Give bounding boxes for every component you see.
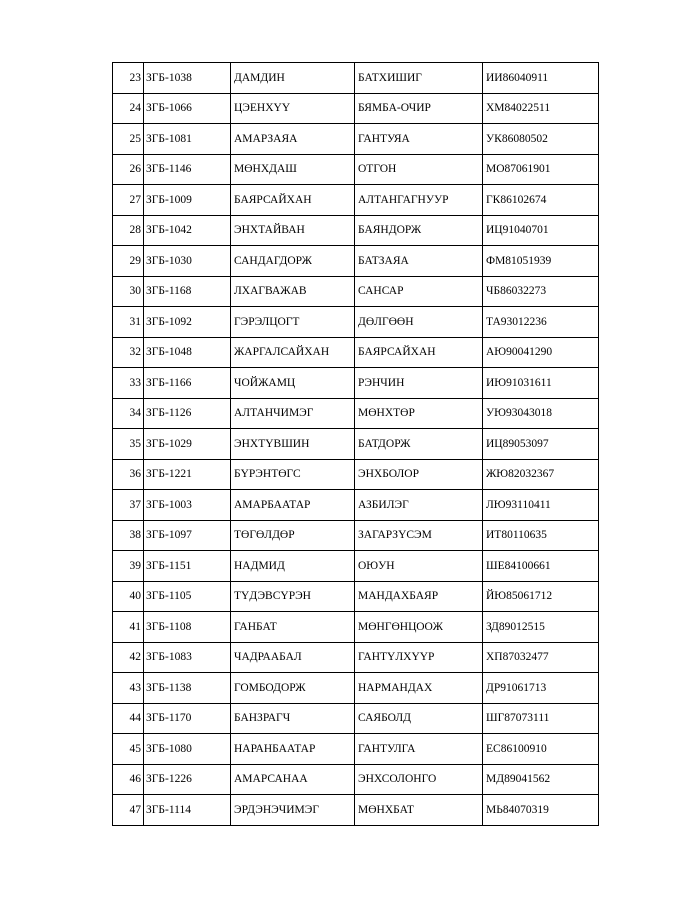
table-row: [113, 612, 599, 643]
table-row: [113, 93, 599, 124]
registration-number-cell: ГК86102674: [483, 185, 599, 216]
code-cell: ЗГБ-1105: [144, 581, 231, 612]
code-cell: ЗГБ-1108: [144, 612, 231, 643]
table-row: [113, 734, 599, 765]
registration-number-cell: ДР91061713: [483, 673, 599, 704]
table-row: [113, 642, 599, 673]
code-cell: ЗГБ-1151: [144, 551, 231, 582]
first-name-cell: АЗБИЛЭГ: [355, 490, 483, 521]
registration-number-cell: ШГ87073111: [483, 703, 599, 734]
last-name-cell: ЭНХТҮВШИН: [231, 429, 355, 460]
first-name-cell: ДӨЛГӨӨН: [355, 307, 483, 338]
first-name-cell: МӨНХТӨР: [355, 398, 483, 429]
row-number-cell: 24: [113, 93, 144, 124]
table-row: [113, 703, 599, 734]
registration-number-cell: МЬ84070319: [483, 795, 599, 826]
last-name-cell: ТӨГӨЛДӨР: [231, 520, 355, 551]
code-cell: ЗГБ-1097: [144, 520, 231, 551]
last-name-cell: ЦЭЕНХҮҮ: [231, 93, 355, 124]
code-cell: ЗГБ-1009: [144, 185, 231, 216]
last-name-cell: БҮРЭНТӨГС: [231, 459, 355, 490]
first-name-cell: МАНДАХБАЯР: [355, 581, 483, 612]
table-row: [113, 276, 599, 307]
code-cell: ЗГБ-1146: [144, 154, 231, 185]
roster-table: [112, 62, 599, 826]
row-number-cell: 46: [113, 764, 144, 795]
row-number-cell: 45: [113, 734, 144, 765]
first-name-cell: БАЯНДОРЖ: [355, 215, 483, 246]
first-name-cell: ОЮУН: [355, 551, 483, 582]
code-cell: ЗГБ-1038: [144, 63, 231, 94]
registration-number-cell: ШЕ84100661: [483, 551, 599, 582]
table-row: [113, 307, 599, 338]
last-name-cell: БАЯРСАЙХАН: [231, 185, 355, 216]
code-cell: ЗГБ-1092: [144, 307, 231, 338]
last-name-cell: ЭРДЭНЭЧИМЭГ: [231, 795, 355, 826]
first-name-cell: МӨНХБАТ: [355, 795, 483, 826]
table-row: [113, 154, 599, 185]
registration-number-cell: ИИ86040911: [483, 63, 599, 94]
first-name-cell: ОТГОН: [355, 154, 483, 185]
row-number-cell: 34: [113, 398, 144, 429]
code-cell: ЗГБ-1042: [144, 215, 231, 246]
registration-number-cell: ЧБ86032273: [483, 276, 599, 307]
table-row: [113, 429, 599, 460]
table-row: [113, 337, 599, 368]
registration-number-cell: МД89041562: [483, 764, 599, 795]
last-name-cell: НАРАНБААТАР: [231, 734, 355, 765]
code-cell: ЗГБ-1066: [144, 93, 231, 124]
registration-number-cell: УК86080502: [483, 124, 599, 155]
last-name-cell: ЛХАГВАЖАВ: [231, 276, 355, 307]
row-number-cell: 37: [113, 490, 144, 521]
code-cell: ЗГБ-1114: [144, 795, 231, 826]
last-name-cell: ДАМДИН: [231, 63, 355, 94]
last-name-cell: АМАРБААТАР: [231, 490, 355, 521]
table-row: [113, 368, 599, 399]
last-name-cell: МӨНХДАШ: [231, 154, 355, 185]
row-number-cell: 25: [113, 124, 144, 155]
last-name-cell: ЧОЙЖАМЦ: [231, 368, 355, 399]
row-number-cell: 26: [113, 154, 144, 185]
code-cell: ЗГБ-1168: [144, 276, 231, 307]
registration-number-cell: ИЮ91031611: [483, 368, 599, 399]
registration-number-cell: ТА93012236: [483, 307, 599, 338]
row-number-cell: 35: [113, 429, 144, 460]
table-row: [113, 581, 599, 612]
code-cell: ЗГБ-1166: [144, 368, 231, 399]
last-name-cell: ТҮДЭВСҮРЭН: [231, 581, 355, 612]
table-row: [113, 795, 599, 826]
table-row: [113, 63, 599, 94]
code-cell: ЗГБ-1048: [144, 337, 231, 368]
registration-number-cell: ИТ80110635: [483, 520, 599, 551]
last-name-cell: ГОМБОДОРЖ: [231, 673, 355, 704]
code-cell: ЗГБ-1030: [144, 246, 231, 277]
row-number-cell: 39: [113, 551, 144, 582]
first-name-cell: БАТДОРЖ: [355, 429, 483, 460]
code-cell: ЗГБ-1029: [144, 429, 231, 460]
row-number-cell: 36: [113, 459, 144, 490]
first-name-cell: БАЯРСАЙХАН: [355, 337, 483, 368]
first-name-cell: ЭНХСОЛОНГО: [355, 764, 483, 795]
code-cell: ЗГБ-1126: [144, 398, 231, 429]
registration-number-cell: ХП87032477: [483, 642, 599, 673]
first-name-cell: ГАНТҮЛХҮҮР: [355, 642, 483, 673]
code-cell: ЗГБ-1003: [144, 490, 231, 521]
first-name-cell: БАТХИШИГ: [355, 63, 483, 94]
last-name-cell: АМАРСАНАА: [231, 764, 355, 795]
row-number-cell: 43: [113, 673, 144, 704]
first-name-cell: ГАНТУЛГА: [355, 734, 483, 765]
table-row: [113, 764, 599, 795]
row-number-cell: 27: [113, 185, 144, 216]
code-cell: ЗГБ-1081: [144, 124, 231, 155]
registration-number-cell: МО87061901: [483, 154, 599, 185]
first-name-cell: МӨНГӨНЦООЖ: [355, 612, 483, 643]
row-number-cell: 42: [113, 642, 144, 673]
last-name-cell: ЭНХТАЙВАН: [231, 215, 355, 246]
last-name-cell: ГАНБАТ: [231, 612, 355, 643]
registration-number-cell: ФМ81051939: [483, 246, 599, 277]
first-name-cell: ЗАГАРЗҮСЭМ: [355, 520, 483, 551]
registration-number-cell: ИЦ91040701: [483, 215, 599, 246]
registration-number-cell: ЛЮ93110411: [483, 490, 599, 521]
table-row: [113, 490, 599, 521]
table-row: [113, 246, 599, 277]
last-name-cell: САНДАГДОРЖ: [231, 246, 355, 277]
code-cell: ЗГБ-1226: [144, 764, 231, 795]
table-row: [113, 215, 599, 246]
registration-number-cell: ЗД89012515: [483, 612, 599, 643]
row-number-cell: 30: [113, 276, 144, 307]
first-name-cell: НАРМАНДАХ: [355, 673, 483, 704]
row-number-cell: 40: [113, 581, 144, 612]
row-number-cell: 28: [113, 215, 144, 246]
first-name-cell: САНСАР: [355, 276, 483, 307]
code-cell: ЗГБ-1083: [144, 642, 231, 673]
last-name-cell: АЛТАНЧИМЭГ: [231, 398, 355, 429]
last-name-cell: ЖАРГАЛСАЙХАН: [231, 337, 355, 368]
registration-number-cell: АЮ90041290: [483, 337, 599, 368]
table-row: [113, 551, 599, 582]
row-number-cell: 31: [113, 307, 144, 338]
row-number-cell: 33: [113, 368, 144, 399]
registration-number-cell: ИЦ89053097: [483, 429, 599, 460]
row-number-cell: 23: [113, 63, 144, 94]
table-row: [113, 185, 599, 216]
first-name-cell: БАТЗАЯА: [355, 246, 483, 277]
first-name-cell: РЭНЧИН: [355, 368, 483, 399]
row-number-cell: 44: [113, 703, 144, 734]
code-cell: ЗГБ-1138: [144, 673, 231, 704]
last-name-cell: НАДМИД: [231, 551, 355, 582]
first-name-cell: ГАНТУЯА: [355, 124, 483, 155]
registration-number-cell: УЮ93043018: [483, 398, 599, 429]
row-number-cell: 29: [113, 246, 144, 277]
table-row: [113, 124, 599, 155]
registration-number-cell: ЙЮ85061712: [483, 581, 599, 612]
first-name-cell: ЭНХБОЛОР: [355, 459, 483, 490]
registration-number-cell: ХМ84022511: [483, 93, 599, 124]
first-name-cell: САЯБОЛД: [355, 703, 483, 734]
last-name-cell: БАНЗРАГЧ: [231, 703, 355, 734]
row-number-cell: 32: [113, 337, 144, 368]
first-name-cell: АЛТАНГАГНУУР: [355, 185, 483, 216]
last-name-cell: АМАРЗАЯА: [231, 124, 355, 155]
registration-number-cell: ЕС86100910: [483, 734, 599, 765]
row-number-cell: 47: [113, 795, 144, 826]
code-cell: ЗГБ-1170: [144, 703, 231, 734]
last-name-cell: ЧАДРААБАЛ: [231, 642, 355, 673]
first-name-cell: БЯМБА-ОЧИР: [355, 93, 483, 124]
table-row: [113, 520, 599, 551]
table-row: [113, 673, 599, 704]
code-cell: ЗГБ-1080: [144, 734, 231, 765]
row-number-cell: 41: [113, 612, 144, 643]
roster-table-body: [113, 63, 599, 826]
last-name-cell: ГЭРЭЛЦОГТ: [231, 307, 355, 338]
table-row: [113, 459, 599, 490]
registration-number-cell: ЖЮ82032367: [483, 459, 599, 490]
code-cell: ЗГБ-1221: [144, 459, 231, 490]
table-row: [113, 398, 599, 429]
row-number-cell: 38: [113, 520, 144, 551]
